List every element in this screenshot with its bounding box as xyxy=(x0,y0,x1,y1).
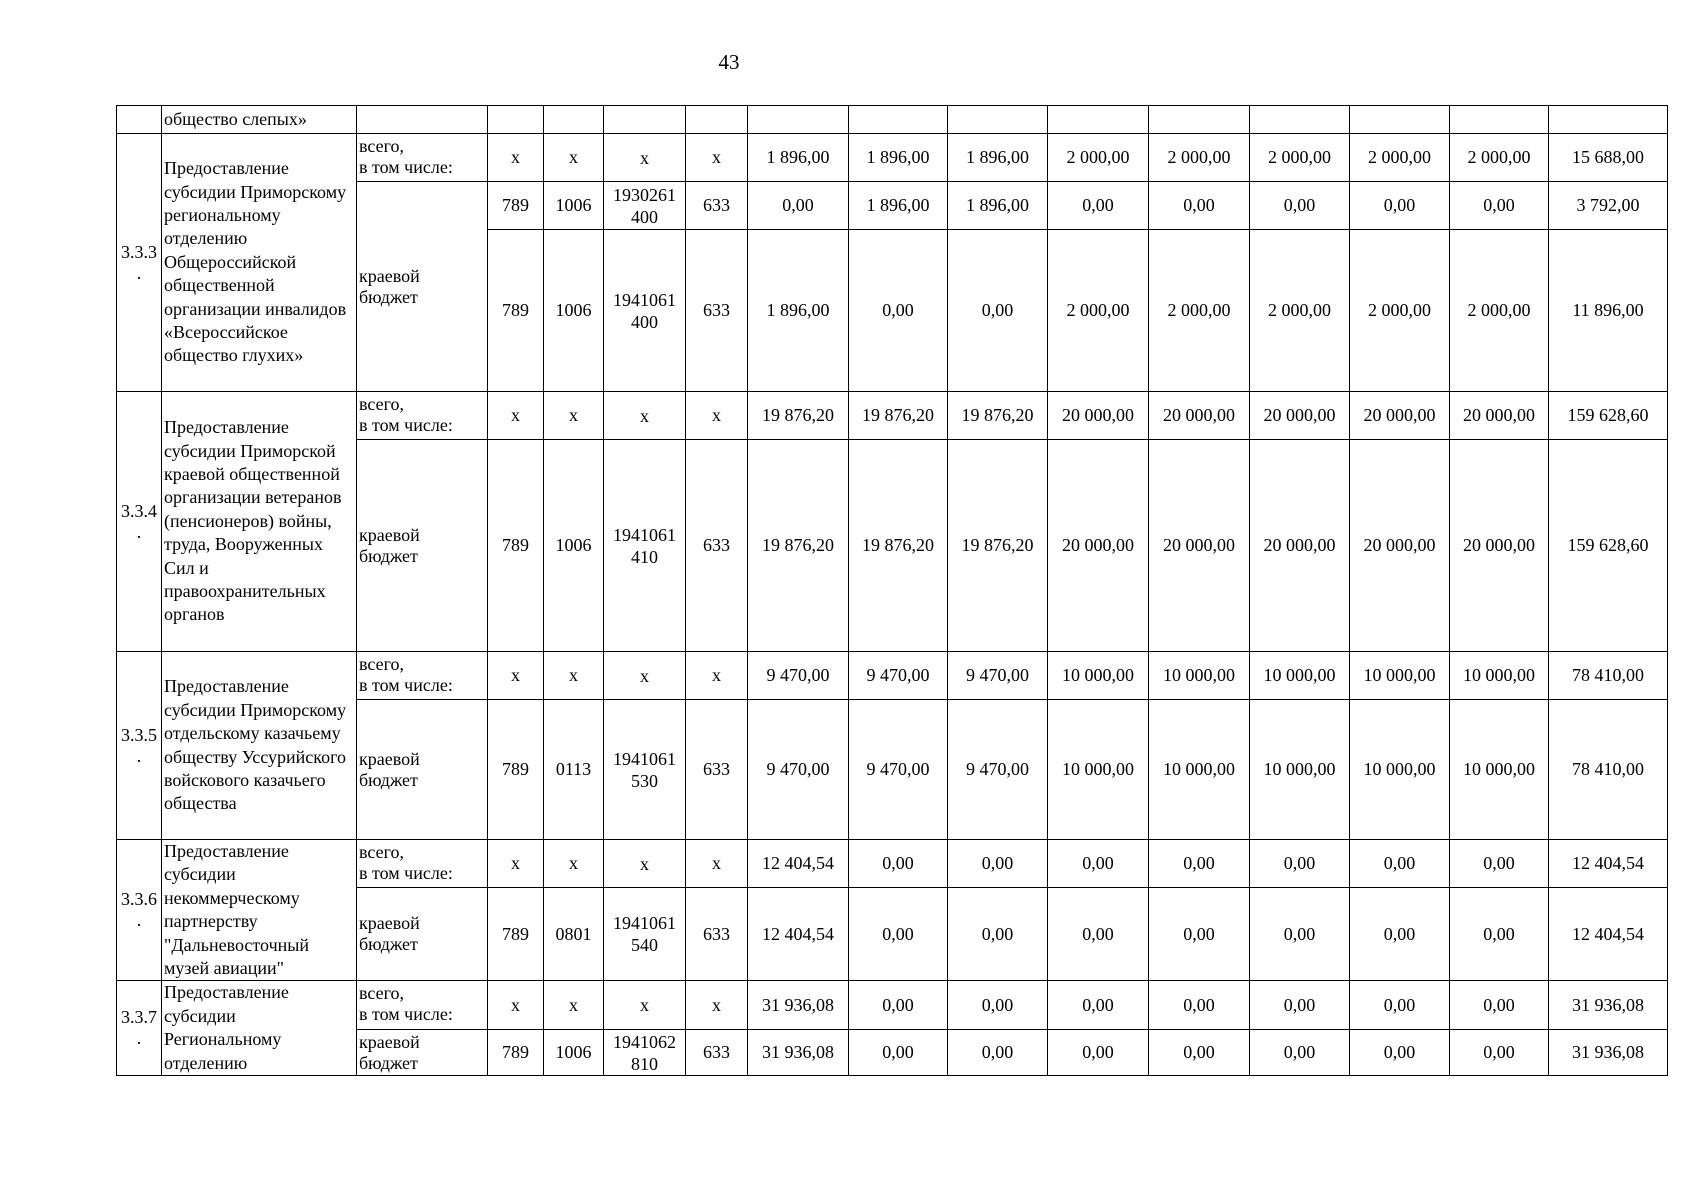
empty-cell xyxy=(604,106,686,134)
expense-type-code: 633 xyxy=(686,182,748,230)
year-amount: 10 000,00 xyxy=(1149,700,1250,840)
grbs-code: 789 xyxy=(488,230,544,392)
total-amount: 31 936,08 xyxy=(1549,981,1668,1030)
year-amount: 0,00 xyxy=(1250,1030,1350,1076)
empty-cell xyxy=(1450,106,1549,134)
funding-source: всего, в том числе: xyxy=(357,981,488,1030)
year-amount: 20 000,00 xyxy=(1250,392,1350,440)
funding-source: всего, в том числе: xyxy=(357,652,488,700)
year-amount: 20 000,00 xyxy=(1048,440,1149,652)
year-amount: 2 000,00 xyxy=(1048,230,1149,392)
year-amount: 0,00 xyxy=(948,888,1048,981)
expense-type-code: 633 xyxy=(686,888,748,981)
target-article-code: х xyxy=(604,840,686,888)
year-amount: 0,00 xyxy=(1048,888,1149,981)
item-3-row-1 xyxy=(117,652,1668,700)
year-amount: 0,00 xyxy=(1450,981,1549,1030)
target-article-code: 1941062 810 xyxy=(604,1030,686,1076)
item-2-row-1 xyxy=(117,392,1668,440)
target-article-code: 1941061 400 xyxy=(604,230,686,392)
year-amount: 2 000,00 xyxy=(1450,134,1549,182)
year-amount: 19 876,20 xyxy=(849,440,948,652)
year-amount: 10 000,00 xyxy=(1350,652,1450,700)
year-amount: 0,00 xyxy=(948,1030,1048,1076)
grbs-code: х xyxy=(488,134,544,182)
year-amount: 0,00 xyxy=(1350,840,1450,888)
year-amount: 1 896,00 xyxy=(948,134,1048,182)
year-amount: 12 404,54 xyxy=(748,888,849,981)
year-amount: 20 000,00 xyxy=(1048,392,1149,440)
year-amount: 0,00 xyxy=(1048,981,1149,1030)
year-amount: 10 000,00 xyxy=(1048,652,1149,700)
expense-type-code: х xyxy=(686,981,748,1030)
funding-source: краевой бюджет xyxy=(357,888,488,981)
year-amount: 0,00 xyxy=(1450,840,1549,888)
item-description: Предоставление субсидии некоммерческому партнерству "Дальневосточный музей авиации" xyxy=(162,840,357,981)
year-amount: 0,00 xyxy=(1149,840,1250,888)
year-amount: 0,00 xyxy=(1149,182,1250,230)
page-number: 43 xyxy=(718,50,740,74)
item-5-row-1 xyxy=(117,981,1668,1030)
expense-type-code: х xyxy=(686,652,748,700)
year-amount: 0,00 xyxy=(1350,981,1450,1030)
year-amount: 0,00 xyxy=(849,230,948,392)
section-code: 0801 xyxy=(544,888,604,981)
section-code: 1006 xyxy=(544,1030,604,1076)
funding-source: всего, в том числе: xyxy=(357,392,488,440)
year-amount: 0,00 xyxy=(1450,888,1549,981)
empty-cell xyxy=(748,106,849,134)
year-amount: 20 000,00 xyxy=(1450,392,1549,440)
grbs-code: 789 xyxy=(488,700,544,840)
year-amount: 9 470,00 xyxy=(849,652,948,700)
section-code: х xyxy=(544,981,604,1030)
carry-over-id-cell xyxy=(117,106,162,134)
year-amount: 31 936,08 xyxy=(748,1030,849,1076)
year-amount: 1 896,00 xyxy=(748,230,849,392)
empty-cell xyxy=(357,106,488,134)
item-1-row-1 xyxy=(117,134,1668,182)
year-amount: 2 000,00 xyxy=(1149,230,1250,392)
total-amount: 78 410,00 xyxy=(1549,700,1668,840)
year-amount: 0,00 xyxy=(849,981,948,1030)
section-code: х xyxy=(544,840,604,888)
empty-cell xyxy=(1048,106,1149,134)
year-amount: 0,00 xyxy=(849,888,948,981)
grbs-code: х xyxy=(488,652,544,700)
total-amount: 3 792,00 xyxy=(1549,182,1668,230)
item-number: 3.3.3 . xyxy=(117,134,162,392)
year-amount: 20 000,00 xyxy=(1350,440,1450,652)
year-amount: 1 896,00 xyxy=(849,182,948,230)
target-article-code: 1941061 410 xyxy=(604,440,686,652)
year-amount: 0,00 xyxy=(748,182,849,230)
year-amount: 0,00 xyxy=(849,840,948,888)
empty-cell xyxy=(1250,106,1350,134)
funding-source: всего, в том числе: xyxy=(357,134,488,182)
section-code: х xyxy=(544,134,604,182)
item-description: Предоставление субсидии Приморскому отдельскому казачьему обществу Уссурийского войскового казачьего общества xyxy=(162,652,357,840)
empty-cell xyxy=(1149,106,1250,134)
year-amount: 0,00 xyxy=(1350,182,1450,230)
total-amount: 15 688,00 xyxy=(1549,134,1668,182)
section-code: 1006 xyxy=(544,230,604,392)
target-article-code: х xyxy=(604,134,686,182)
target-article-code: 1941061 530 xyxy=(604,700,686,840)
funding-source: всего, в том числе: xyxy=(357,840,488,888)
empty-cell xyxy=(1549,106,1668,134)
year-amount: 10 000,00 xyxy=(1048,700,1149,840)
item-description: Предоставление субсидии Приморской краевой общественной организации ветеранов (пенсионеров) войны, труда, Вооруженных Сил и правоохранительных органов xyxy=(162,392,357,652)
year-amount: 10 000,00 xyxy=(1350,700,1450,840)
year-amount: 2 000,00 xyxy=(1048,134,1149,182)
year-amount: 9 470,00 xyxy=(849,700,948,840)
year-amount: 2 000,00 xyxy=(1149,134,1250,182)
grbs-code: х xyxy=(488,392,544,440)
item-number: 3.3.7 . xyxy=(117,981,162,1076)
target-article-code: 1930261 400 xyxy=(604,182,686,230)
budget-table xyxy=(116,105,1668,1076)
year-amount: 0,00 xyxy=(1350,1030,1450,1076)
target-article-code: х xyxy=(604,392,686,440)
empty-cell xyxy=(948,106,1048,134)
year-amount: 0,00 xyxy=(1250,888,1350,981)
total-amount: 31 936,08 xyxy=(1549,1030,1668,1076)
carry-over-row xyxy=(117,106,1668,134)
year-amount: 31 936,08 xyxy=(748,981,849,1030)
year-amount: 0,00 xyxy=(1048,182,1149,230)
year-amount: 0,00 xyxy=(948,230,1048,392)
year-amount: 10 000,00 xyxy=(1149,652,1250,700)
year-amount: 2 000,00 xyxy=(1350,230,1450,392)
target-article-code: х xyxy=(604,652,686,700)
year-amount: 0,00 xyxy=(1048,840,1149,888)
year-amount: 0,00 xyxy=(1149,888,1250,981)
year-amount: 0,00 xyxy=(1250,840,1350,888)
expense-type-code: 633 xyxy=(686,700,748,840)
section-code: х xyxy=(544,652,604,700)
section-code: 1006 xyxy=(544,182,604,230)
year-amount: 10 000,00 xyxy=(1250,700,1350,840)
funding-source: краевой бюджет xyxy=(357,182,488,392)
expense-type-code: 633 xyxy=(686,440,748,652)
item-number: 3.3.5 . xyxy=(117,652,162,840)
year-amount: 0,00 xyxy=(1149,1030,1250,1076)
year-amount: 0,00 xyxy=(1450,182,1549,230)
carry-over-description: общество слепых» xyxy=(162,106,357,134)
year-amount: 19 876,20 xyxy=(948,392,1048,440)
empty-cell xyxy=(488,106,544,134)
funding-source: краевой бюджет xyxy=(357,440,488,652)
grbs-code: 789 xyxy=(488,440,544,652)
year-amount: 20 000,00 xyxy=(1149,392,1250,440)
year-amount: 10 000,00 xyxy=(1450,700,1549,840)
section-code: х xyxy=(544,392,604,440)
year-amount: 1 896,00 xyxy=(748,134,849,182)
section-code: 0113 xyxy=(544,700,604,840)
year-amount: 19 876,20 xyxy=(948,440,1048,652)
empty-cell xyxy=(686,106,748,134)
empty-cell xyxy=(544,106,604,134)
expense-type-code: х xyxy=(686,134,748,182)
year-amount: 9 470,00 xyxy=(748,652,849,700)
year-amount: 20 000,00 xyxy=(1149,440,1250,652)
year-amount: 0,00 xyxy=(948,981,1048,1030)
expense-type-code: х xyxy=(686,392,748,440)
total-amount: 12 404,54 xyxy=(1549,888,1668,981)
budget-table-body xyxy=(117,106,1668,1076)
year-amount: 0,00 xyxy=(1450,1030,1549,1076)
year-amount: 2 000,00 xyxy=(1250,230,1350,392)
year-amount: 20 000,00 xyxy=(1450,440,1549,652)
funding-source: краевой бюджет xyxy=(357,700,488,840)
year-amount: 9 470,00 xyxy=(948,652,1048,700)
expense-type-code: 633 xyxy=(686,230,748,392)
year-amount: 0,00 xyxy=(849,1030,948,1076)
empty-cell xyxy=(1350,106,1450,134)
year-amount: 2 000,00 xyxy=(1350,134,1450,182)
year-amount: 0,00 xyxy=(1250,981,1350,1030)
year-amount: 1 896,00 xyxy=(849,134,948,182)
grbs-code: х xyxy=(488,981,544,1030)
year-amount: 10 000,00 xyxy=(1450,652,1549,700)
year-amount: 0,00 xyxy=(1350,888,1450,981)
funding-source: краевой бюджет xyxy=(357,1030,488,1076)
year-amount: 20 000,00 xyxy=(1350,392,1450,440)
year-amount: 9 470,00 xyxy=(748,700,849,840)
item-description: Предоставление субсидии Приморскому региональному отделению Общероссийской общественной организации инвалидов «Всероссийское общество глухих» xyxy=(162,134,357,392)
item-4-row-1 xyxy=(117,840,1668,888)
year-amount: 19 876,20 xyxy=(849,392,948,440)
year-amount: 0,00 xyxy=(1048,1030,1149,1076)
year-amount: 0,00 xyxy=(948,840,1048,888)
grbs-code: 789 xyxy=(488,888,544,981)
grbs-code: 789 xyxy=(488,1030,544,1076)
year-amount: 0,00 xyxy=(1250,182,1350,230)
grbs-code: 789 xyxy=(488,182,544,230)
year-amount: 19 876,20 xyxy=(748,440,849,652)
year-amount: 2 000,00 xyxy=(1250,134,1350,182)
year-amount: 0,00 xyxy=(1149,981,1250,1030)
grbs-code: х xyxy=(488,840,544,888)
total-amount: 12 404,54 xyxy=(1549,840,1668,888)
total-amount: 159 628,60 xyxy=(1549,392,1668,440)
year-amount: 1 896,00 xyxy=(948,182,1048,230)
year-amount: 9 470,00 xyxy=(948,700,1048,840)
year-amount: 2 000,00 xyxy=(1450,230,1549,392)
item-number: 3.3.6 . xyxy=(117,840,162,981)
target-article-code: х xyxy=(604,981,686,1030)
year-amount: 10 000,00 xyxy=(1250,652,1350,700)
year-amount: 12 404,54 xyxy=(748,840,849,888)
empty-cell xyxy=(849,106,948,134)
target-article-code: 1941061 540 xyxy=(604,888,686,981)
year-amount: 19 876,20 xyxy=(748,392,849,440)
total-amount: 159 628,60 xyxy=(1549,440,1668,652)
item-description: Предоставление субсидии Региональному отделению xyxy=(162,981,357,1076)
total-amount: 78 410,00 xyxy=(1549,652,1668,700)
expense-type-code: х xyxy=(686,840,748,888)
year-amount: 20 000,00 xyxy=(1250,440,1350,652)
item-number: 3.3.4 . xyxy=(117,392,162,652)
total-amount: 11 896,00 xyxy=(1549,230,1668,392)
section-code: 1006 xyxy=(544,440,604,652)
expense-type-code: 633 xyxy=(686,1030,748,1076)
